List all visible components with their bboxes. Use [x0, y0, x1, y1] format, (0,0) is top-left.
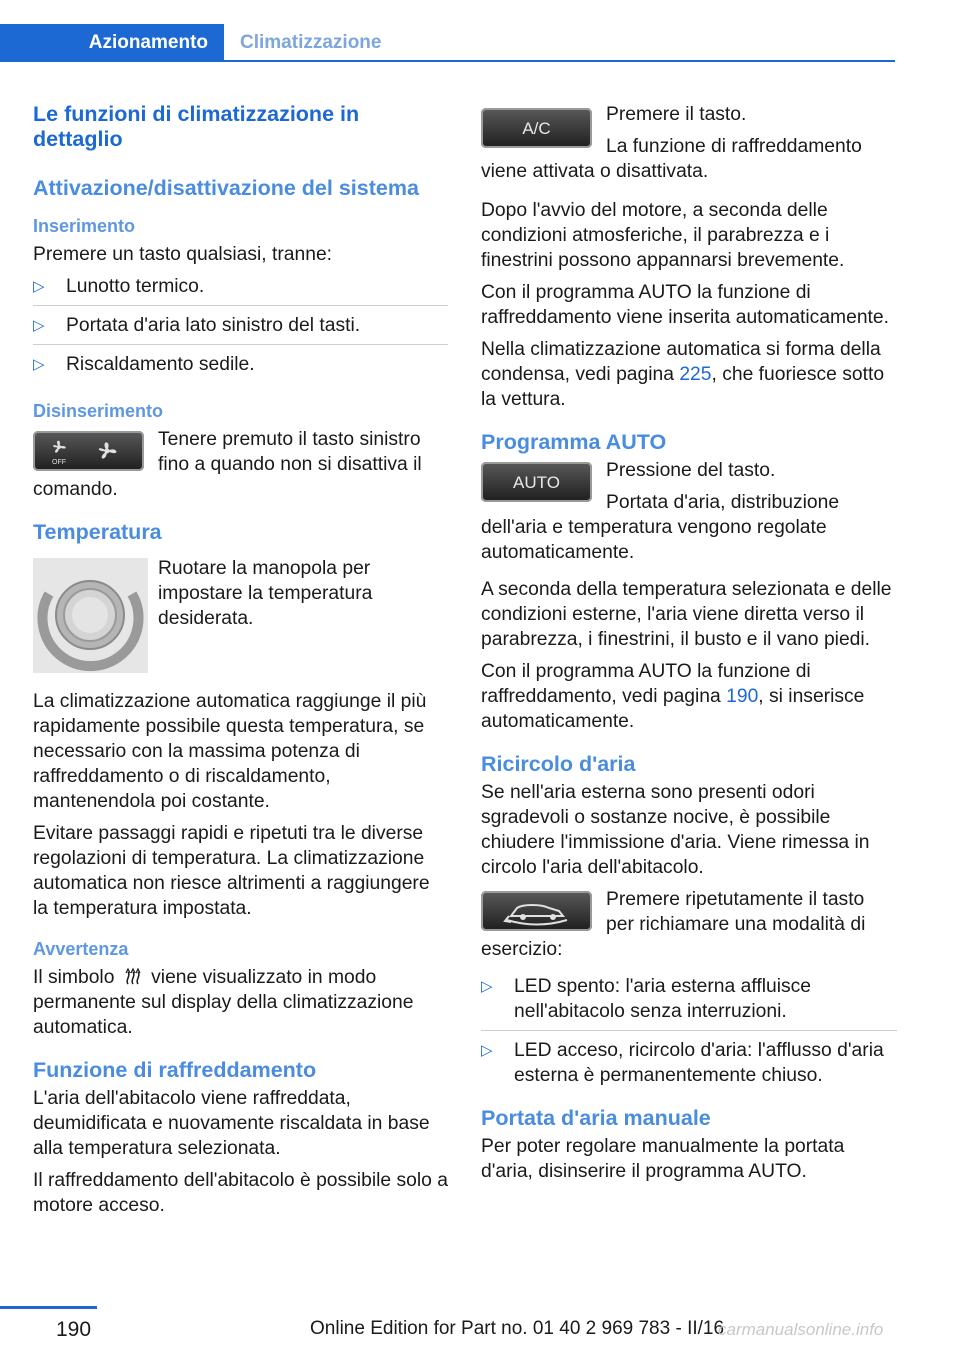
temp-paragraph-1: La climatizzazione automatica raggiunge il più rapidamente possibile questa temperatura, se necessario con la massima potenza di raffreddamento o di riscaldamento, mantenendola poi costante.: [33, 691, 427, 812]
off-instruction: [33, 427, 448, 502]
recirc-paragraph: Se nell'aria esterna sono presenti odori sgradevoli o sostanze nocive, è possibile chiudere l'immissione d'aria. Viene rimessa in circolo l'aria dell'abitacolo.: [481, 782, 870, 878]
temperature-knob-icon: [33, 558, 148, 673]
bullet-triangle-icon: ▷: [481, 1042, 493, 1059]
right-column: [481, 102, 897, 1191]
recirc-instruction: [481, 887, 897, 962]
auto-step-2: Portata d'aria, distribuzione dell'aria e temperatura vengono regolate automaticamente.: [481, 492, 840, 563]
list-item: ▷ Portata d'aria lato sinistro del tasti.: [33, 313, 448, 345]
recirculation-button-icon: [481, 891, 592, 931]
left-column: [33, 102, 448, 1225]
auto-button-icon: AUTO: [481, 462, 592, 502]
page-link-190[interactable]: 190: [726, 686, 759, 707]
bullet-triangle-icon: ▷: [33, 356, 45, 373]
header-divider: [0, 60, 895, 62]
manual-paragraph: Per poter regolare manualmente la portata d'aria, disinserire il programma AUTO.: [481, 1136, 845, 1182]
on-text: Premere un tasto qualsiasi, tranne:: [33, 244, 333, 265]
page-header: [0, 24, 895, 62]
subheading-on: Inserimento: [33, 216, 136, 236]
ac-instruction: [481, 102, 897, 184]
section-title: Le funzioni di climatizzazione in dettaglio: [33, 102, 360, 151]
fan-off-button-icon: [33, 431, 144, 471]
list-item: ▷ LED spento: l'aria esterna affluisce nell'abitacolo senza interruzioni.: [481, 974, 897, 1031]
cool-paragraph-2: Il raffreddamento dell'abitacolo è possibile solo a motore acceso.: [33, 1170, 448, 1216]
heading-cooling: Funzione di raffreddamento: [33, 1058, 317, 1082]
note-text: Il simbolo viene visualizzato in modo permanente sul display della climatizzazione automatica.: [33, 967, 414, 1038]
fog-paragraph: Dopo l'avvio del motore, a seconda delle condizioni atmosferiche, il parabrezza e i finestrini possono appannarsi brevemente.: [481, 200, 845, 271]
off-label: OFF: [51, 459, 66, 466]
off-text: Tenere premuto il tasto sinistro fino a quando non si disattiva il comando.: [33, 429, 422, 500]
tab-climatizzazione[interactable]: Climatizzazione: [240, 32, 382, 53]
temp-text: Ruotare la manopola per impostare la temperatura desiderata.: [158, 558, 373, 629]
list-item: ▷ Lunotto termico.: [33, 274, 448, 306]
recirc-text: Premere ripetutamente il tasto per richiamare una modalità di esercizio:: [481, 889, 866, 960]
auto-instruction: [481, 458, 897, 565]
auto-cooling-paragraph: Con il programma AUTO la funzione di raffreddamento viene inserita automaticamente.: [481, 282, 889, 328]
list-item: ▷ LED acceso, ricircolo d'aria: l'afflusso d'aria esterna è permanentemente chiuso.: [481, 1040, 884, 1086]
footer-divider: [0, 1306, 97, 1309]
ac-step-1: Premere il tasto.: [606, 104, 747, 125]
ac-button-icon: A/C: [481, 108, 592, 148]
exceptions-list: [33, 274, 448, 383]
condensation-paragraph: Nella climatizzazione automatica si forma della condensa, vedi pagina 225, che fuoriesce sotto la vettura.: [481, 339, 885, 410]
temp-paragraph-2: Evitare passaggi rapidi e ripetuti tra le diverse regolazioni di temperatura. La climatizzazione automatica non riesce altrimenti a raggiungere la temperatura impostata.: [33, 823, 430, 919]
page-link-225[interactable]: 225: [679, 364, 712, 385]
list-item: ▷ Riscaldamento sedile.: [33, 354, 255, 375]
auto-program-paragraph: Con il programma AUTO la funzione di raffreddamento, vedi pagina 190, si inserisce automaticamente.: [481, 661, 865, 732]
air-direction-paragraph: A seconda della temperatura selezionata e delle condizioni esterne, l'aria viene diretta verso il parabrezza, i finestrini, il busto e il vano piedi.: [481, 579, 892, 650]
subheading-off: Disinserimento: [33, 401, 164, 421]
subheading-note: Avvertenza: [33, 939, 129, 959]
ac-step-2: La funzione di raffreddamento viene attivata o disattivata.: [481, 136, 862, 182]
heat-waves-icon: [120, 967, 146, 985]
tab-azionamento[interactable]: Azionamento: [0, 24, 224, 61]
edition-text: Online Edition for Part no. 01 40 2 969 783 - II/16: [310, 1318, 725, 1339]
bullet-triangle-icon: ▷: [481, 978, 493, 995]
cool-paragraph-1: L'aria dell'abitacolo viene raffreddata, deumidificata e nuovamente riscaldata in base alla temperatura selezionata.: [33, 1088, 430, 1159]
bullet-triangle-icon: ▷: [33, 317, 45, 334]
bullet-triangle-icon: ▷: [33, 278, 45, 295]
heading-auto-program: Programma AUTO: [481, 430, 667, 454]
page-number: 190: [56, 1318, 92, 1341]
auto-step-1: Pressione del tasto.: [606, 460, 776, 481]
heading-temperature: Temperatura: [33, 520, 162, 544]
heading-activation: Attivazione/disattivazione del sistema: [33, 176, 419, 200]
heading-manual-airflow: Portata d'aria manuale: [481, 1106, 711, 1130]
recirc-modes-list: [481, 974, 897, 1094]
heading-recirculation: Ricircolo d'aria: [481, 752, 636, 776]
watermark: carmanualsonline.info: [718, 1320, 884, 1339]
temperature-instruction: [33, 556, 448, 681]
